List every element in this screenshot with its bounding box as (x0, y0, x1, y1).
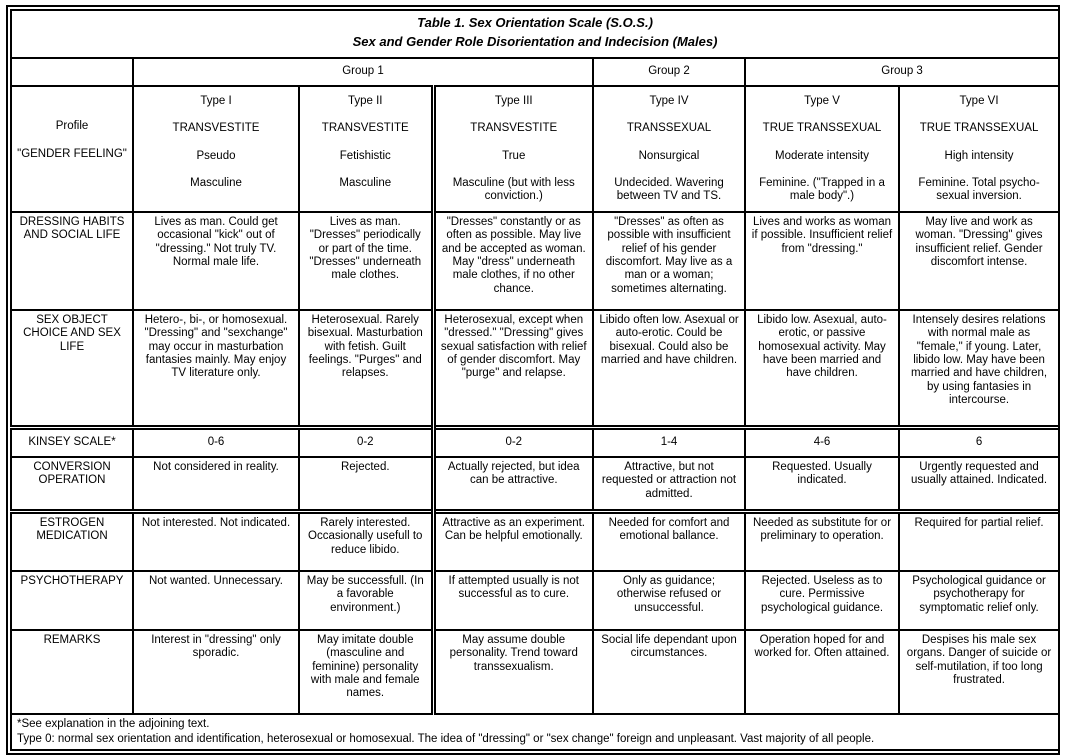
table-title: Table 1. Sex Orientation Scale (S.O.S.) (417, 15, 653, 30)
group-header-spacer (11, 58, 133, 86)
type-2-classification: TRANSVESTITE (321, 122, 409, 135)
type-6-name: Type VI (959, 95, 999, 107)
cell-remarks-type-1: Interest in "dressing" only sporadic. (133, 630, 299, 714)
group-header-row (11, 58, 1059, 86)
type-2-header (299, 86, 433, 212)
type-4-name: Type IV (649, 95, 689, 107)
cell-psycho-type-6: Psychological guidance or psychotherapy for symptomatic relief only. (899, 571, 1059, 630)
cell-remarks-type-6: Despises his male sex organs. Danger of suicide or self-mutilation, if too long frustrated. (899, 630, 1059, 714)
group-3-header: Group 3 (745, 58, 1059, 86)
group-1-header: Group 1 (133, 58, 593, 86)
cell-conversion-type-5: Requested. Usually indicated. (745, 457, 899, 512)
sex-object-row (11, 310, 1059, 428)
cell-sexobj-type-4: Libido often low. Asexual or auto-erotic. Could be bisexual. Could also be married and have children. (593, 310, 745, 428)
type-3-header (433, 86, 593, 212)
row-label-dressing-habits: DRESSING HABITS AND SOCIAL LIFE (11, 212, 133, 310)
row-label-psychotherapy: PSYCHOTHERAPY (11, 571, 133, 630)
type-2-subtype: Fetishistic (339, 149, 391, 162)
type-3-subtype: True (502, 149, 526, 162)
footnote-cell (11, 714, 1059, 750)
type-1-classification: TRANSVESTITE (172, 122, 260, 135)
footnote-row (11, 714, 1059, 750)
row-label-conversion-operation: CONVERSION OPERATION (11, 457, 133, 512)
cell-conversion-type-3: Actually rejected, but idea can be attractive. (433, 457, 593, 512)
type-3-feeling: Masculine (but with less conviction.) (452, 176, 575, 203)
type-3-classification: TRANSVESTITE (470, 122, 558, 135)
cell-dressing-type-1: Lives as man. Could get occasional "kick" out of "dressing." Not truly TV. Normal male life. (133, 212, 299, 310)
cell-dressing-type-3: "Dresses" constantly or as often as possible. May live and be accepted as woman. May "dress" underneath male clothes, if no other chance. (433, 212, 593, 310)
estrogen-medication-row (11, 512, 1059, 572)
cell-conversion-type-6: Urgently requested and usually attained. Indicated. (899, 457, 1059, 512)
table-subtitle: Sex and Gender Role Disorientation and Indecision (Males) (352, 33, 718, 49)
cell-psycho-type-5: Rejected. Useless as to cure. Permissive psychological guidance. (745, 571, 899, 630)
group-2-header: Group 2 (593, 58, 745, 86)
type-header-row (11, 86, 1059, 212)
cell-psycho-type-2: May be successfull. (In a favorable environment.) (299, 571, 433, 630)
cell-remarks-type-4: Social life dependant upon circumstances. (593, 630, 745, 714)
cell-conversion-type-2: Rejected. (299, 457, 433, 512)
cell-dressing-type-5: Lives and works as woman if possible. Insufficient relief from "dressing." (745, 212, 899, 310)
dressing-habits-row (11, 212, 1059, 310)
cell-kinsey-type-1: 0-6 (133, 428, 299, 458)
table-title-cell (11, 10, 1059, 58)
type-6-header (899, 86, 1059, 212)
sos-table (10, 9, 1060, 751)
profile-label: Profile (55, 120, 89, 132)
type-1-header (133, 86, 299, 212)
type-1-name: Type I (200, 95, 232, 107)
type-2-feeling: Masculine (339, 176, 392, 189)
cell-psycho-type-4: Only as guidance; otherwise refused or unsuccessful. (593, 571, 745, 630)
cell-remarks-type-2: May imitate double (masculine and feminine) personality with male and female names. (299, 630, 433, 714)
type-6-classification: TRUE TRANSSEXUAL (919, 122, 1039, 135)
footnote-type-0: Type 0: normal sex orientation and identification, heterosexual or homosexual. The idea of "dressing" or "sex change" foreign and unpleasant. Vast majority of all people. (17, 733, 875, 745)
type-1-subtype: Pseudo (196, 149, 236, 162)
cell-remarks-type-5: Operation hoped for and worked for. Often attained. (745, 630, 899, 714)
type-6-subtype: High intensity (944, 149, 1014, 162)
type-6-feeling: Feminine. Total psycho-sexual inversion. (918, 176, 1040, 203)
type-5-feeling: Feminine. ("Trapped in a male body".) (759, 176, 885, 203)
row-label-profile (11, 86, 133, 212)
type-5-header (745, 86, 899, 212)
kinsey-scale-row (11, 428, 1059, 458)
title-row (11, 10, 1059, 58)
psychotherapy-row (11, 571, 1059, 630)
cell-kinsey-type-2: 0-2 (299, 428, 433, 458)
cell-conversion-type-4: Attractive, but not requested or attraction not admitted. (593, 457, 745, 512)
cell-psycho-type-3: If attempted usually is not successful as to cure. (433, 571, 593, 630)
row-label-remarks: REMARKS (11, 630, 133, 714)
type-4-subtype: Nonsurgical (638, 149, 700, 162)
cell-estrogen-type-2: Rarely interested. Occasionally usefull to reduce libido. (299, 512, 433, 572)
table-frame (6, 5, 1060, 755)
type-4-header (593, 86, 745, 212)
row-label-estrogen-medication: ESTROGEN MEDICATION (11, 512, 133, 572)
cell-sexobj-type-5: Libido low. Asexual, auto-erotic, or passive homosexual activity. May have been married and have children. (745, 310, 899, 428)
cell-estrogen-type-5: Needed as substitute for or preliminary to operation. (745, 512, 899, 572)
cell-estrogen-type-1: Not interested. Not indicated. (133, 512, 299, 572)
row-label-kinsey-scale: KINSEY SCALE* (11, 428, 133, 458)
cell-estrogen-type-3: Attractive as an experiment. Can be helpful emotionally. (433, 512, 593, 572)
cell-estrogen-type-6: Required for partial relief. (899, 512, 1059, 572)
cell-conversion-type-1: Not considered in reality. (133, 457, 299, 512)
type-5-classification: TRUE TRANSSEXUAL (762, 122, 882, 135)
cell-kinsey-type-3: 0-2 (433, 428, 593, 458)
conversion-operation-row (11, 457, 1059, 512)
remarks-row (11, 630, 1059, 714)
cell-sexobj-type-3: Heterosexual, except when "dressed." "Dressing" gives sexual satisfaction with relief of gender discomfort. May "purge" and relapse. (433, 310, 593, 428)
type-5-subtype: Moderate intensity (775, 149, 869, 162)
cell-psycho-type-1: Not wanted. Unnecessary. (133, 571, 299, 630)
gender-feeling-label: "GENDER FEELING" (17, 148, 127, 161)
cell-sexobj-type-2: Heterosexual. Rarely bisexual. Masturbation with fetish. Guilt feelings. "Purges" and relapses. (299, 310, 433, 428)
cell-dressing-type-6: May live and work as woman. "Dressing" gives insufficient relief. Gender discomfort intense. (899, 212, 1059, 310)
cell-sexobj-type-6: Intensely desires relations with normal male as "female," if young. Later, libido low. May have been married and have children, by using fantasies in intercourse. (899, 310, 1059, 428)
row-label-sex-object: SEX OBJECT CHOICE AND SEX LIFE (11, 310, 133, 428)
type-4-feeling: Undecided. Wavering between TV and TS. (614, 176, 724, 203)
cell-dressing-type-4: "Dresses" as often as possible with insufficient relief of his gender discomfort. May live as a man or a woman; sometimes alternating. (593, 212, 745, 310)
cell-kinsey-type-4: 1-4 (593, 428, 745, 458)
cell-estrogen-type-4: Needed for comfort and emotional ballance. (593, 512, 745, 572)
type-1-feeling: Masculine (190, 176, 242, 189)
type-3-name: Type III (494, 95, 533, 107)
cell-remarks-type-3: May assume double personality. Trend toward transsexualism. (433, 630, 593, 714)
cell-sexobj-type-1: Hetero-, bi-, or homosexual. "Dressing" and "sexchange" may occur in masturbation fantasies mainly. May enjoy TV literature only. (133, 310, 299, 428)
type-5-name: Type V (804, 95, 840, 107)
cell-kinsey-type-5: 4-6 (745, 428, 899, 458)
cell-kinsey-type-6: 6 (899, 428, 1059, 458)
type-4-classification: TRANSSEXUAL (626, 122, 712, 135)
footnote-asterisk: *See explanation in the adjoining text. (17, 718, 210, 731)
type-2-name: Type II (347, 95, 383, 107)
cell-dressing-type-2: Lives as man. "Dresses" periodically or part of the time. "Dresses" underneath male clothes. (299, 212, 433, 310)
